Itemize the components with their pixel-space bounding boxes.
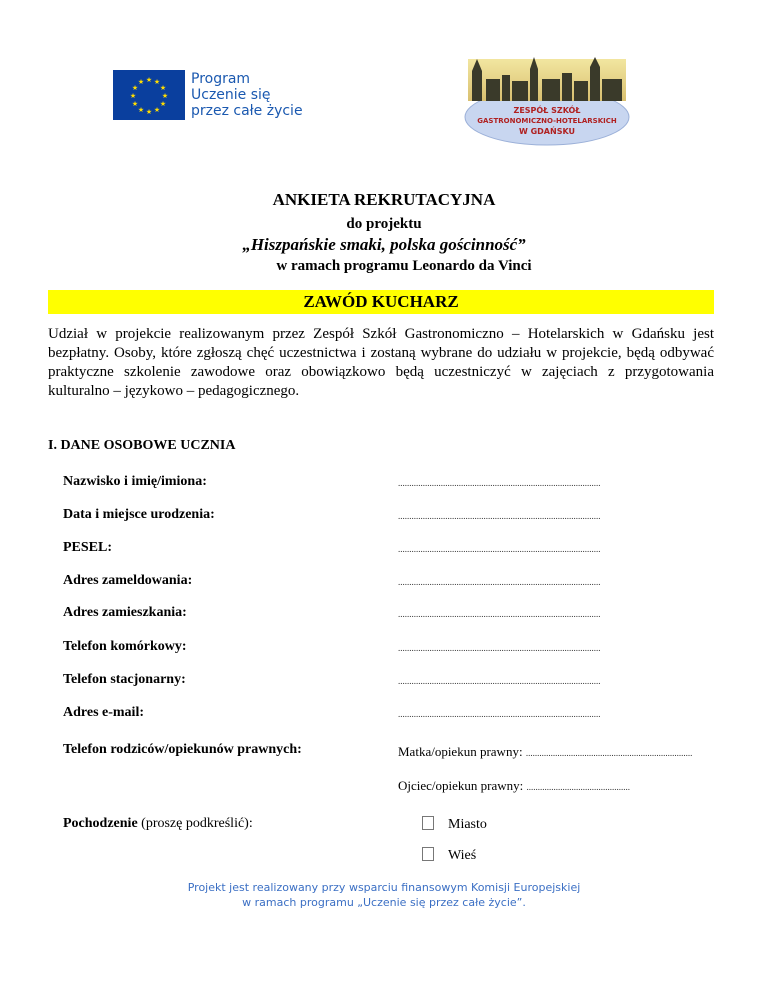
- option-city[interactable]: [422, 816, 487, 833]
- svg-text:★: ★: [131, 84, 139, 92]
- field-label: Nazwisko i imię/imiona:: [63, 474, 207, 489]
- title-line-2: do projektu: [346, 216, 422, 232]
- svg-text:★: ★: [153, 78, 161, 86]
- school-logo-line: ZESPÓŁ SZKÓŁ: [513, 106, 581, 115]
- fill-in-line[interactable]: ..........................................................................: [525, 748, 693, 758]
- mother-label: Matka/opiekun prawny:: [398, 744, 523, 759]
- fill-in-line[interactable]: ..........................................................................................: [398, 676, 601, 686]
- form-row-pesel: [63, 540, 713, 558]
- svg-text:★: ★: [161, 92, 169, 100]
- form-row-registered-address: [63, 573, 713, 591]
- eu-flag-icon: [113, 70, 185, 120]
- field-label: Adres zameldowania:: [63, 573, 193, 588]
- school-logo: [462, 55, 632, 150]
- footer-line: w ramach programu „Uczenie się przez całe życie”.: [242, 896, 526, 909]
- father-label: Ojciec/opiekun prawny:: [398, 778, 524, 793]
- intro-paragraph: Udział w projekcie realizowanym przez Zespół Szkół Gastronomiczno – Hotelarskich w Gdańsku jest bezpłatny. Osoby, które zgłoszą chęć uczestnictwa i zostaną wybrane do udziału w projekcie, będą odbywać praktyczne szkolenie zawodowe oraz obowiązkowo będą uczestniczyć w zajęciach z przygotowania kulturalno – językowo – pedagogicznego.: [48, 326, 714, 399]
- eu-logo-line: Uczenie się: [191, 87, 271, 103]
- fill-in-line[interactable]: ..........................................................................................: [398, 478, 601, 488]
- field-label: PESEL:: [63, 540, 113, 555]
- footer-line: Projekt jest realizowany przy wsparciu finansowym Komisji Europejskiej: [187, 881, 581, 894]
- origin-label: Pochodzenie: [63, 816, 138, 831]
- svg-text:★: ★: [137, 106, 145, 114]
- option-label: Miasto: [448, 817, 487, 832]
- option-village[interactable]: [422, 847, 476, 864]
- field-label: Adres e-mail:: [63, 705, 144, 720]
- fill-in-line[interactable]: ..........................................................................................: [398, 544, 601, 554]
- form-row-landline: [63, 672, 713, 690]
- eu-logo-text: [191, 71, 303, 119]
- svg-text:★: ★: [153, 106, 161, 114]
- fill-in-line[interactable]: ..........................................................................................: [398, 643, 601, 653]
- page-footer: [0, 880, 768, 910]
- field-label: Telefon rodziców/opiekunów prawnych:: [63, 742, 302, 757]
- svg-text:★: ★: [129, 92, 137, 100]
- svg-text:★: ★: [159, 84, 167, 92]
- fill-in-line[interactable]: ..........................................................................................: [398, 511, 601, 521]
- svg-text:★: ★: [145, 108, 153, 116]
- option-label: Wieś: [448, 848, 477, 863]
- field-label: Adres zamieszkania:: [63, 605, 187, 620]
- section-heading: I. DANE OSOBOWE UCZNIA: [48, 438, 236, 453]
- field-label: Telefon komórkowy:: [63, 639, 187, 654]
- checkbox-icon[interactable]: [422, 847, 434, 861]
- fill-in-line[interactable]: ..............................................: [526, 782, 631, 792]
- father-phone: [398, 778, 630, 794]
- fill-in-line[interactable]: ..........................................................................................: [398, 609, 601, 619]
- form-row-name: [63, 474, 713, 492]
- school-logo-line: W GDAŃSKU: [518, 127, 576, 136]
- eu-program-logo: [113, 70, 303, 120]
- field-label: Telefon stacjonarny:: [63, 672, 186, 687]
- svg-text:★: ★: [137, 78, 145, 86]
- school-logo-line: GASTRONOMICZNO-HOTELARSKICH: [477, 117, 617, 125]
- eu-logo-line: Program: [191, 71, 251, 87]
- checkbox-icon[interactable]: [422, 816, 434, 830]
- document-title: [0, 190, 768, 276]
- title-line-4: w ramach programu Leonardo da Vinci: [276, 258, 532, 274]
- form-row-email: [63, 705, 713, 723]
- origin-hint: (proszę podkreślić):: [141, 816, 253, 831]
- svg-text:★: ★: [145, 76, 153, 84]
- title-line-1: ANKIETA REKRUTACYJNA: [272, 190, 496, 209]
- origin-question: [63, 816, 253, 832]
- svg-text:★: ★: [131, 100, 139, 108]
- form-row-mobile: [63, 639, 713, 657]
- mother-phone: [398, 744, 692, 760]
- fill-in-line[interactable]: ..........................................................................................: [398, 577, 601, 587]
- project-name: „Hiszpańskie smaki, polska gościnność”: [242, 235, 526, 254]
- profession-banner: ZAWÓD KUCHARZ: [48, 290, 714, 314]
- form-row-birth: [63, 507, 713, 525]
- field-label: Data i miejsce urodzenia:: [63, 507, 215, 522]
- eu-logo-line: przez całe życie: [191, 103, 303, 119]
- svg-text:★: ★: [159, 100, 167, 108]
- fill-in-line[interactable]: ..........................................................................................: [398, 709, 601, 719]
- form-row-residence-address: [63, 605, 713, 623]
